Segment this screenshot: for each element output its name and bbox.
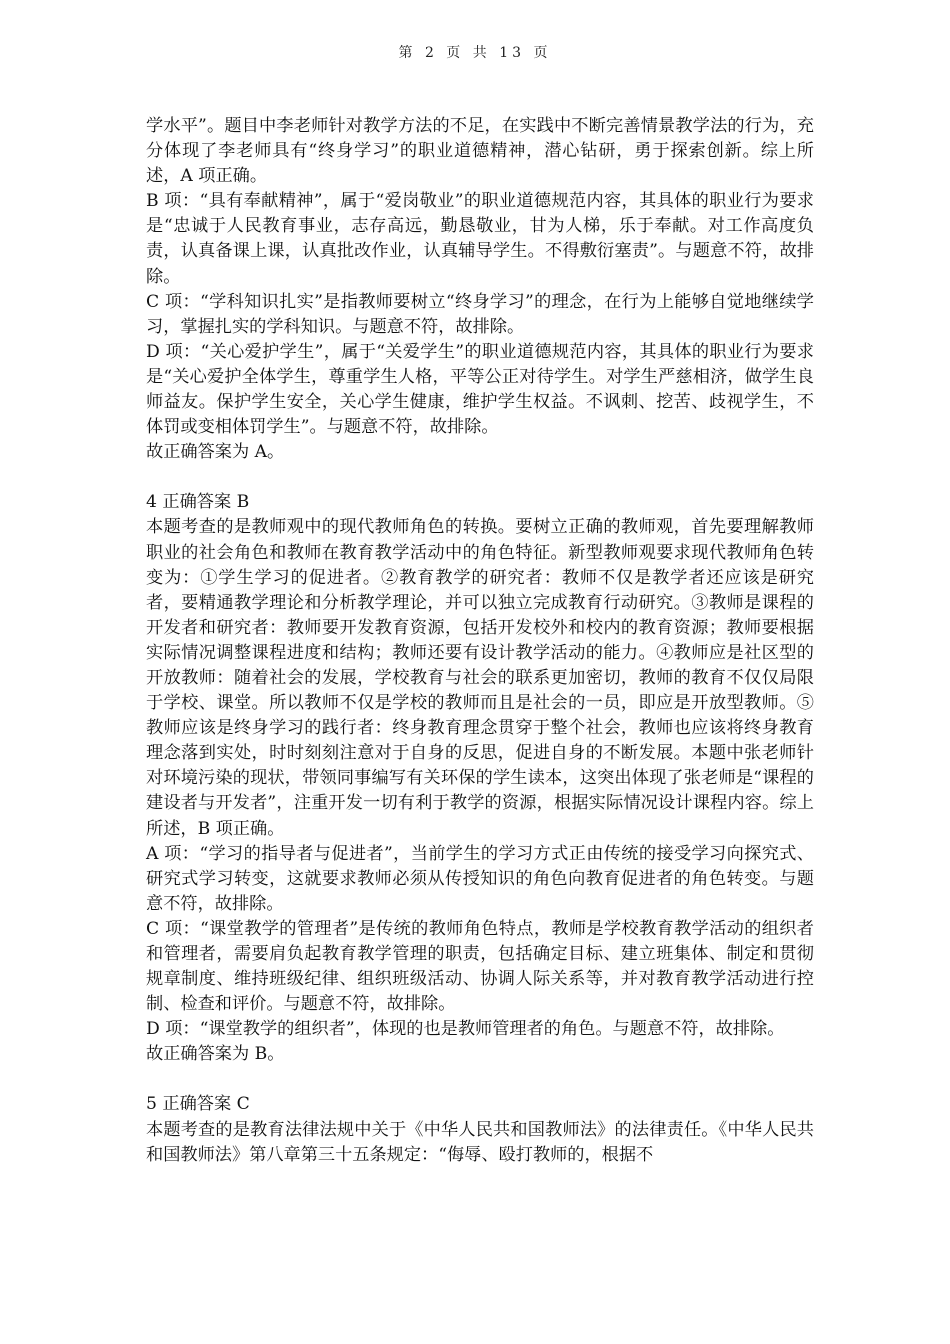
- answer-heading: 4 正确答案 B: [146, 492, 250, 513]
- document-body: [146, 114, 814, 1168]
- paragraph: C 项：“学科知识扎实”是指教师要树立“终身学习”的理念，在行为上能够自觉地继续学习，掌握扎实的学科知识。与题意不符，故排除。: [146, 291, 814, 337]
- paragraph: C 项：“课堂教学的管理者”是传统的教师角色特点，教师是学校教育教学活动的组织者和管理者，需要肩负起教育教学管理的职责，包括确定目标、建立班集体、制定和贯彻规章制度、维持班级纪律、组织班级活动、协调人际关系等，并对教育教学活动进行控制、检查和评价。与题意不符，故排除。: [146, 918, 814, 1015]
- paragraph: 本题考查的是教育法律法规中关于《中华人民共和国教师法》的法律责任。《中华人民共和国教师法》第八章第三十五条规定：“侮辱、殴打教师的，根据不: [146, 1119, 814, 1165]
- paragraph: 学水平”。题目中李老师针对教学方法的不足，在实践中不断完善情景教学法的行为，充分体现了李老师具有“终身学习”的职业道德精神，潜心钻研，勇于探索创新。综上所述，A 项正确。: [146, 116, 814, 187]
- paragraph: 本题考查的是教师观中的现代教师角色的转换。要树立正确的教师观，首先要理解教师职业的社会角色和教师在教育教学活动中的角色特征。新型教师观要求现代教师角色转变为：①学生学习的促进者。②教育教学的研究者：教师不仅是教学者还应该是研究者，要精通教学理论和分析教学理论，并可以独立完成教育行动研究。③教师是课程的开发者和研究者：教师要开发教育资源，包括开发校外和校内的教育资源；教师要根据实际情况调整课程进度和结构；教师还要有设计教学活动的能力。④教师应是社区型的开放教师：随着社会的发展，学校教育与社会的联系更加密切，教师的教育不仅仅局限于学校、课堂。所以教师不仅是学校的教师而且是社会的一员，即应是开放型教师。⑤教师应该是终身学习的践行者：终身教育理念贯穿于整个社会，教师也应该将终身教育理念落到实处，时时刻刻注意对于自身的反思，促进自身的不断发展。本题中张老师针对环境污染的现状，带领同事编写有关环保的学生读本，这突出体现了张老师是“课程的建设者与开发者”，注重开发一切有利于教学的资源，根据实际情况设计课程内容。综上所述，B 项正确。: [146, 517, 814, 839]
- spacer: [146, 1067, 814, 1092]
- paragraph: A 项：“学习的指导者与促进者”，当前学生的学习方式正由传统的接受学习向探究式、研究式学习转变，这就要求教师必须从传授知识的角色向教育促进者的角色转变。与题意不符，故排除。: [146, 843, 814, 914]
- page-indicator: 第 2 页 共 13 页: [398, 45, 552, 61]
- paragraph: 故正确答案为 B。: [146, 1044, 285, 1065]
- spacer: [146, 465, 814, 490]
- paragraph: D 项：“课堂教学的组织者”，体现的也是教师管理者的角色。与题意不符，故排除。: [146, 1019, 785, 1040]
- paragraph: B 项：“具有奉献精神”，属于“爱岗敬业”的职业道德规范内容，其具体的职业行为要求是“忠诚于人民教育事业，志存高远，勤恳敬业，甘为人梯，乐于奉献。对工作高度负责，认真备课上课，认真批改作业，认真辅导学生。不得敷衍塞责”。与题意不符，故排除。: [146, 191, 814, 287]
- paragraph: 故正确答案为 A。: [146, 442, 285, 463]
- answer-heading: 5 正确答案 C: [146, 1094, 250, 1115]
- paragraph: D 项：“关心爱护学生”，属于“关爱学生”的职业道德规范内容，其具体的职业行为要求是“关心爱护全体学生，尊重学生人格，平等公正对待学生。对学生严慈相济，做学生良师益友。保护学生安全，关心学生健康，维护学生权益。不讽刺、挖苦、歧视学生，不体罚或变相体罚学生”。与题意不符，故排除。: [146, 341, 814, 438]
